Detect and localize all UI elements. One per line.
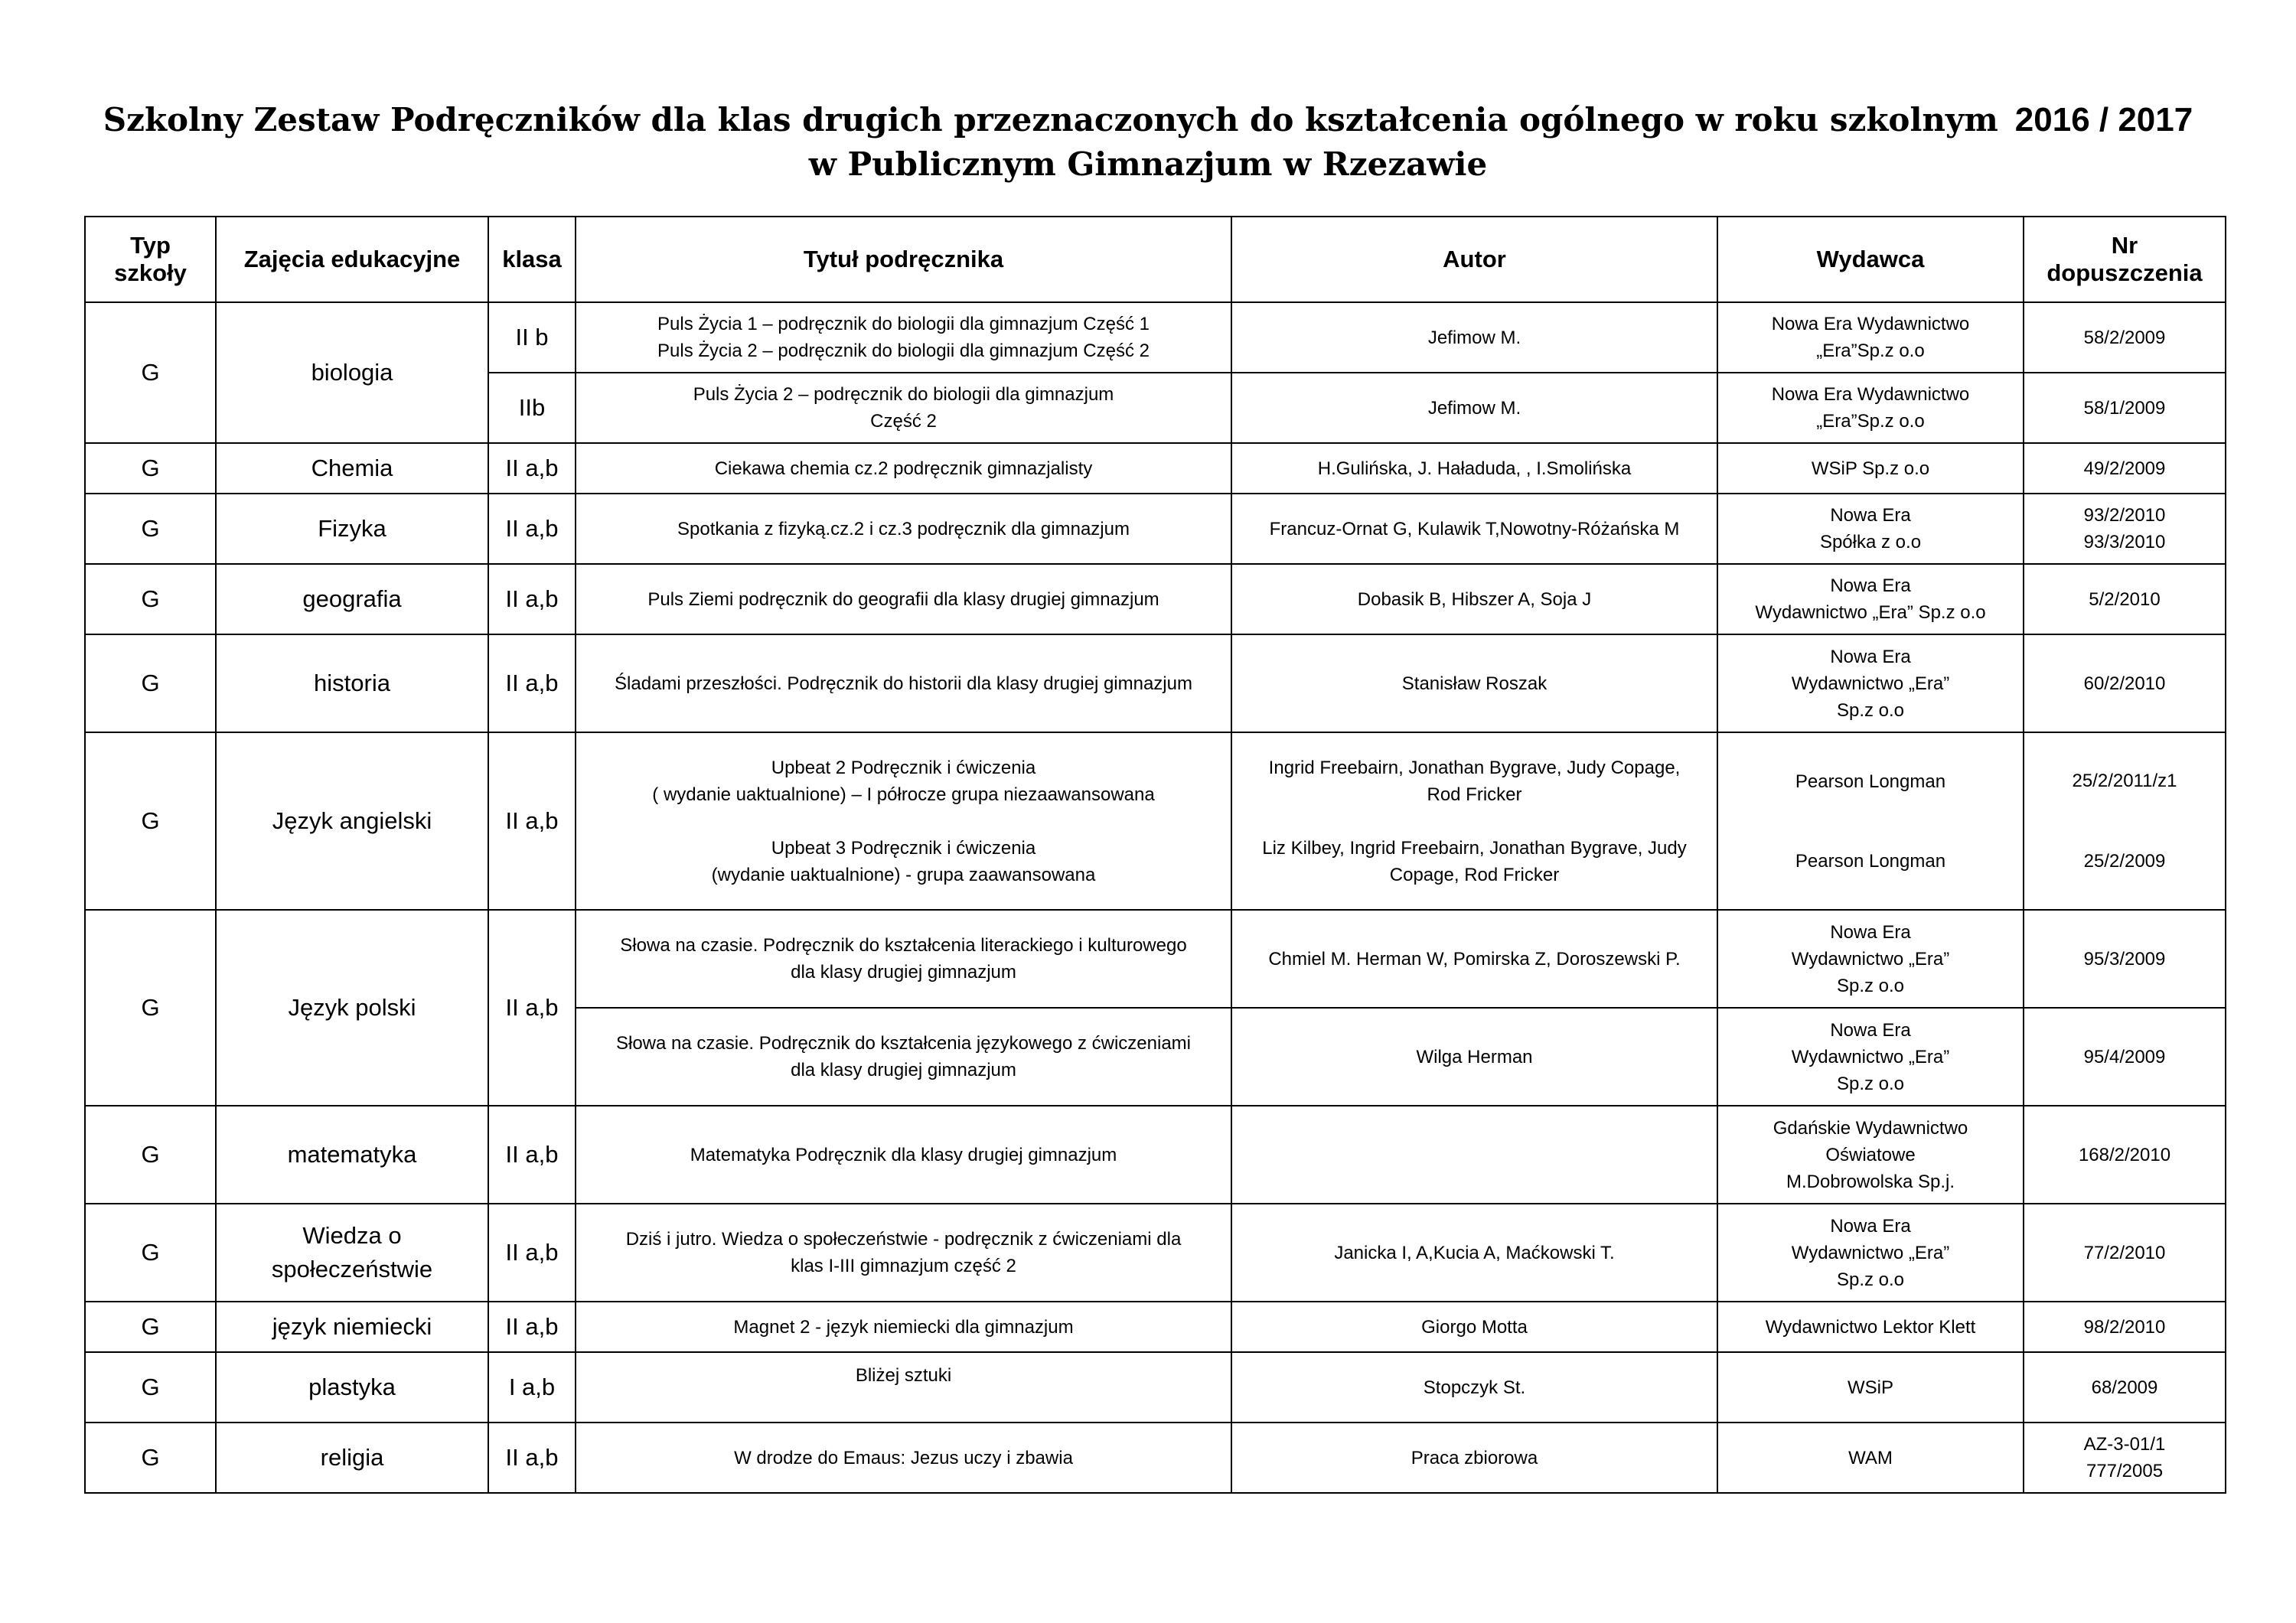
cell-autor: Wilga Herman (1231, 1008, 1717, 1106)
cell-nr: 5/2/2010 (2024, 564, 2226, 634)
table-row (85, 1106, 2226, 1204)
title-line-1 (0, 98, 2296, 142)
table-row (85, 494, 2226, 564)
header-nr: Nr dopuszczenia (2024, 217, 2226, 302)
cell-nr: 95/3/2009 (2024, 910, 2226, 1008)
cell-nr: 93/2/2010 93/3/2010 (2024, 494, 2226, 564)
cell-typ: G (85, 1352, 216, 1423)
cell-tytul: Słowa na czasie. Podręcznik do kształcenia językowego z ćwiczeniami dla klasy drugiej gimnazjum (576, 1008, 1231, 1106)
header-typ: Typ szkoły (85, 217, 216, 302)
cell-nr: 168/2/2010 (2024, 1106, 2226, 1204)
cell-typ: G (85, 564, 216, 634)
cell-autor (1231, 1106, 1717, 1204)
cell-subject: matematyka (216, 1106, 488, 1204)
cell-nr: 95/4/2009 (2024, 1008, 2226, 1106)
cell-typ: G (85, 634, 216, 732)
cell-typ: G (85, 302, 216, 443)
cell-wydawca: Nowa Era Spółka z o.o (1717, 494, 2024, 564)
cell-wydawca: WSiP (1717, 1352, 2024, 1423)
cell-typ: G (85, 1423, 216, 1493)
header-klasa: klasa (488, 217, 576, 302)
cell-klasa: I a,b (488, 1352, 576, 1423)
cell-subject: biologia (216, 302, 488, 443)
cell-klasa: II a,b (488, 443, 576, 494)
cell-klasa: II a,b (488, 634, 576, 732)
header-tytul: Tytuł podręcznika (576, 217, 1231, 302)
cell-klasa: II a,b (488, 1423, 576, 1493)
header-zajecia: Zajęcia edukacyjne (216, 217, 488, 302)
cell-nr: 49/2/2009 (2024, 443, 2226, 494)
document-title (0, 98, 2296, 187)
cell-tytul: Puls Ziemi podręcznik do geografii dla klasy drugiej gimnazjum (576, 564, 1231, 634)
cell-autor: Jefimow M. (1231, 302, 1717, 373)
cell-nr: 68/2009 (2024, 1352, 2226, 1423)
cell-tytul: Ciekawa chemia cz.2 podręcznik gimnazjalisty (576, 443, 1231, 494)
cell-klasa: II a,b (488, 910, 576, 1106)
cell-wydawca: WSiP Sp.z o.o (1717, 443, 2024, 494)
cell-typ: G (85, 1106, 216, 1204)
cell-wydawca: Nowa Era Wydawnictwo „Era” Sp.z o.o (1717, 1204, 2024, 1302)
cell-tytul: W drodze do Emaus: Jezus uczy i zbawia (576, 1423, 1231, 1493)
table-row (85, 634, 2226, 732)
cell-subject: historia (216, 634, 488, 732)
cell-nr: 98/2/2010 (2024, 1302, 2226, 1352)
cell-tytul: Śladami przeszłości. Podręcznik do historii dla klasy drugiej gimnazjum (576, 634, 1231, 732)
cell-wydawca: Nowa Era Wydawnictwo „Era”Sp.z o.o (1717, 302, 2024, 373)
cell-subject: Język angielski (216, 732, 488, 910)
textbook-table (84, 216, 2226, 1494)
cell-tytul: Dziś i jutro. Wiedza o społeczeństwie - podręcznik z ćwiczeniami dla klas I-III gimnazjum część 2 (576, 1204, 1231, 1302)
cell-klasa: II a,b (488, 1106, 576, 1204)
cell-tytul: Upbeat 2 Podręcznik i ćwiczenia ( wydanie uaktualnione) – I półrocze grupa niezaawansowana Upbeat 3 Podręcznik i ćwiczenia (wydanie uaktualnione) - grupa zaawansowana (576, 732, 1231, 910)
cell-wydawca: Nowa Era Wydawnictwo „Era” Sp.z o.o (1717, 910, 2024, 1008)
cell-subject: religia (216, 1423, 488, 1493)
cell-klasa: II a,b (488, 732, 576, 910)
cell-wydawca: Nowa Era Wydawnictwo „Era” Sp.z o.o (1717, 1008, 2024, 1106)
cell-nr: AZ-3-01/1 777/2005 (2024, 1423, 2226, 1493)
cell-klasa: II a,b (488, 1204, 576, 1302)
cell-tytul: Matematyka Podręcznik dla klasy drugiej gimnazjum (576, 1106, 1231, 1204)
cell-autor: Janicka I, A,Kucia A, Maćkowski T. (1231, 1204, 1717, 1302)
cell-autor: Giorgo Motta (1231, 1302, 1717, 1352)
cell-wydawca: Nowa Era Wydawnictwo „Era” Sp.z o.o (1717, 564, 2024, 634)
table-row (85, 910, 2226, 1008)
header-autor: Autor (1231, 217, 1717, 302)
cell-autor: Dobasik B, Hibszer A, Soja J (1231, 564, 1717, 634)
cell-typ: G (85, 732, 216, 910)
cell-nr: 58/1/2009 (2024, 373, 2226, 443)
title-text: Szkolny Zestaw Podręczników dla klas drugich przeznaczonych do kształcenia ogólnego w roku szkolnym (103, 101, 1998, 139)
cell-klasa: IIb (488, 373, 576, 443)
cell-autor: Praca zbiorowa (1231, 1423, 1717, 1493)
cell-subject: Chemia (216, 443, 488, 494)
cell-wydawca: Gdańskie Wydawnictwo Oświatowe M.Dobrowolska Sp.j. (1717, 1106, 2024, 1204)
cell-typ: G (85, 1204, 216, 1302)
cell-klasa: II a,b (488, 1302, 576, 1352)
table-row (85, 1204, 2226, 1302)
cell-autor: Chmiel M. Herman W, Pomirska Z, Doroszewski P. (1231, 910, 1717, 1008)
cell-nr: 77/2/2010 (2024, 1204, 2226, 1302)
cell-subject: Fizyka (216, 494, 488, 564)
cell-nr: 60/2/2010 (2024, 634, 2226, 732)
cell-subject: Wiedza o społeczeństwie (216, 1204, 488, 1302)
table-row (85, 564, 2226, 634)
cell-typ: G (85, 1302, 216, 1352)
cell-autor: Stopczyk St. (1231, 1352, 1717, 1423)
table-row (85, 443, 2226, 494)
cell-tytul: Puls Życia 2 – podręcznik do biologii dla gimnazjum Część 2 (576, 373, 1231, 443)
cell-wydawca: Pearson Longman Pearson Longman (1717, 732, 2024, 910)
cell-typ: G (85, 443, 216, 494)
cell-typ: G (85, 494, 216, 564)
cell-subject: plastyka (216, 1352, 488, 1423)
cell-tytul: Puls Życia 1 – podręcznik do biologii dla gimnazjum Część 1 Puls Życia 2 – podręcznik do biologii dla gimnazjum Część 2 (576, 302, 1231, 373)
cell-tytul: Bliżej sztuki (576, 1352, 1231, 1423)
cell-subject: Język polski (216, 910, 488, 1106)
cell-autor: H.Gulińska, J. Haładuda, , I.Smolińska (1231, 443, 1717, 494)
cell-tytul: Słowa na czasie. Podręcznik do kształcenia literackiego i kulturowego dla klasy drugiej gimnazjum (576, 910, 1231, 1008)
cell-nr: 25/2/2011/z1 25/2/2009 (2024, 732, 2226, 910)
cell-autor: Francuz-Ornat G, Kulawik T,Nowotny-Różańska M (1231, 494, 1717, 564)
title-line-2: w Publicznym Gimnazjum w Rzezawie (808, 145, 1488, 183)
cell-klasa: II a,b (488, 494, 576, 564)
header-wydawca: Wydawca (1717, 217, 2024, 302)
table-row (85, 732, 2226, 910)
cell-subject: geografia (216, 564, 488, 634)
header-row (85, 217, 2226, 302)
cell-autor: Jefimow M. (1231, 373, 1717, 443)
cell-wydawca: WAM (1717, 1423, 2024, 1493)
cell-nr: 58/2/2009 (2024, 302, 2226, 373)
table-row (85, 1352, 2226, 1423)
cell-autor: Stanisław Roszak (1231, 634, 1717, 732)
cell-autor: Ingrid Freebairn, Jonathan Bygrave, Judy Copage, Rod Fricker Liz Kilbey, Ingrid Freebairn, Jonathan Bygrave, Judy Copage, Rod Fricker (1231, 732, 1717, 910)
cell-wydawca: Wydawnictwo Lektor Klett (1717, 1302, 2024, 1352)
cell-wydawca: Nowa Era Wydawnictwo „Era” Sp.z o.o (1717, 634, 2024, 732)
cell-wydawca: Nowa Era Wydawnictwo „Era”Sp.z o.o (1717, 373, 2024, 443)
school-year: 2016 / 2017 (2014, 101, 2193, 139)
table-row (85, 1423, 2226, 1493)
cell-typ: G (85, 910, 216, 1106)
cell-tytul: Magnet 2 - język niemiecki dla gimnazjum (576, 1302, 1231, 1352)
table-row (85, 302, 2226, 373)
cell-tytul: Spotkania z fizyką.cz.2 i cz.3 podręcznik dla gimnazjum (576, 494, 1231, 564)
table-row (85, 1302, 2226, 1352)
cell-klasa: II b (488, 302, 576, 373)
cell-klasa: II a,b (488, 564, 576, 634)
cell-subject: język niemiecki (216, 1302, 488, 1352)
